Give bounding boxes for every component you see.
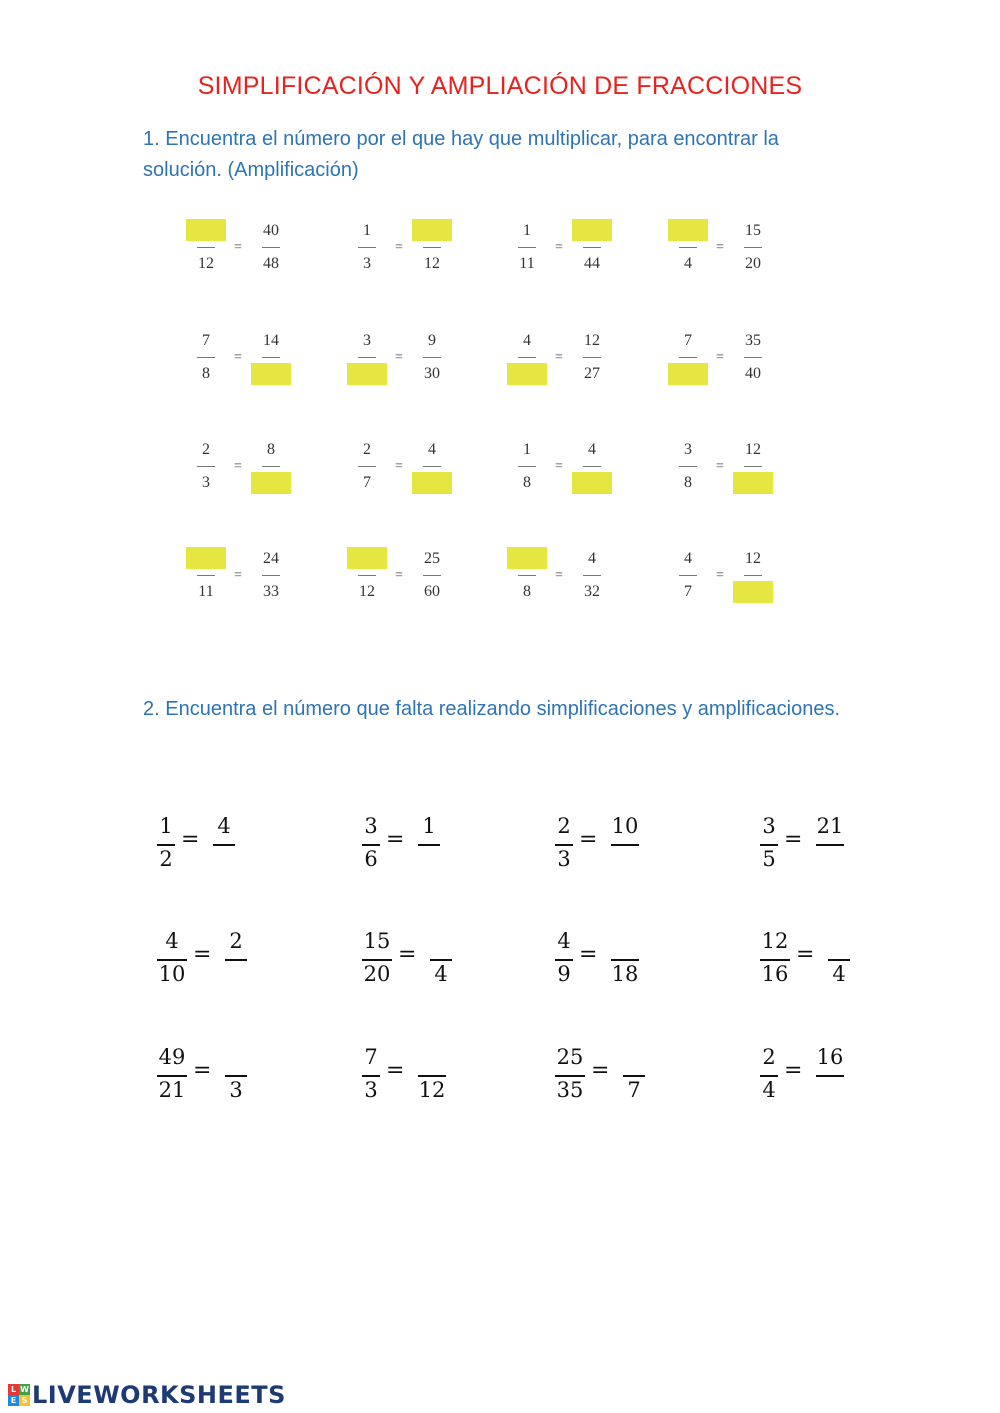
- denominator-answer-box[interactable]: [572, 472, 612, 494]
- fraction: [609, 813, 641, 883]
- ex2-equation: [758, 813, 846, 883]
- fraction-bar: [744, 357, 762, 358]
- numerator-answer-slot[interactable]: [223, 1044, 249, 1070]
- fraction-bar: [423, 575, 441, 576]
- denominator-answer-slot[interactable]: [211, 846, 237, 872]
- numerator: 16: [816, 1045, 844, 1069]
- ex1-equation: [186, 546, 306, 606]
- fraction-bar: [679, 357, 697, 358]
- denominator: 12: [424, 255, 440, 272]
- equals-sign: =: [395, 240, 403, 255]
- fraction: [553, 928, 575, 998]
- fraction-bar: [828, 959, 850, 961]
- fraction: [507, 218, 547, 278]
- ex1-equation: [347, 218, 467, 278]
- ex2-equation: [360, 928, 454, 998]
- equals-sign: =: [395, 350, 403, 365]
- fraction-bar: [362, 959, 392, 961]
- numerator: 3: [363, 332, 371, 349]
- denominator-answer-slot[interactable]: [223, 961, 249, 987]
- denominator: 20: [745, 255, 761, 272]
- fraction-bar: [679, 247, 697, 248]
- fraction: [553, 1044, 587, 1114]
- fraction-bar: [816, 1075, 844, 1077]
- ex2-equation: [553, 1044, 647, 1114]
- equals-sign: =: [784, 827, 803, 852]
- numerator: 2: [229, 929, 243, 953]
- denominator: 21: [158, 1078, 186, 1102]
- ex2-equation: [553, 928, 641, 998]
- denominator: 32: [584, 583, 600, 600]
- numerator-answer-box[interactable]: [412, 219, 452, 241]
- fraction: [758, 1044, 780, 1114]
- numerator: 4: [523, 332, 531, 349]
- fraction: [223, 1044, 249, 1114]
- fraction: [814, 1044, 846, 1114]
- fraction: [412, 328, 452, 388]
- logo-icon: [8, 1384, 30, 1406]
- fraction: [360, 928, 394, 998]
- fraction: [186, 437, 226, 497]
- fraction: [668, 328, 708, 388]
- denominator-answer-box[interactable]: [668, 363, 708, 385]
- equals-sign: =: [555, 459, 563, 474]
- equals-sign: =: [234, 350, 242, 365]
- fraction: [155, 813, 177, 883]
- fraction: [507, 546, 547, 606]
- fraction-bar: [518, 466, 536, 467]
- numerator: 1: [422, 814, 436, 838]
- fraction-bar: [358, 466, 376, 467]
- fraction-bar: [225, 1075, 247, 1077]
- fraction: [553, 813, 575, 883]
- denominator-answer-slot[interactable]: [609, 846, 641, 872]
- numerator: 1: [523, 441, 531, 458]
- denominator: 60: [424, 583, 440, 600]
- equals-sign: =: [796, 942, 815, 967]
- denominator: 12: [359, 583, 375, 600]
- denominator: 33: [263, 583, 279, 600]
- instruction-2: 2. Encuentra el número que falta realizando simplificaciones y amplificaciones.: [143, 698, 841, 720]
- fraction-bar: [518, 575, 536, 576]
- fraction: [572, 218, 612, 278]
- fraction-bar: [197, 466, 215, 467]
- equals-sign: =: [716, 350, 724, 365]
- numerator: 49: [158, 1045, 186, 1069]
- logo-icon-letter: E: [8, 1395, 19, 1406]
- numerator: 4: [588, 441, 596, 458]
- fraction-bar: [362, 844, 380, 846]
- numerator-answer-box[interactable]: [347, 547, 387, 569]
- denominator: 7: [684, 583, 692, 600]
- fraction-bar: [358, 575, 376, 576]
- equals-sign: =: [398, 942, 417, 967]
- denominator: 3: [557, 847, 571, 871]
- denominator: 6: [364, 847, 378, 871]
- fraction-bar: [816, 844, 844, 846]
- fraction: [360, 1044, 382, 1114]
- fraction-bar: [362, 1075, 380, 1077]
- numerator: 10: [611, 814, 639, 838]
- denominator-answer-slot[interactable]: [814, 1077, 846, 1103]
- numerator-answer-slot[interactable]: [428, 928, 454, 954]
- denominator: 18: [611, 962, 639, 986]
- logo-text: LIVEWORKSHEETS: [32, 1381, 286, 1409]
- equals-sign: =: [716, 459, 724, 474]
- denominator-answer-box[interactable]: [251, 363, 291, 385]
- numerator-answer-box[interactable]: [572, 219, 612, 241]
- denominator: 5: [762, 847, 776, 871]
- fraction: [507, 437, 547, 497]
- fraction: [572, 328, 612, 388]
- fraction-bar: [358, 357, 376, 358]
- denominator-answer-box[interactable]: [507, 363, 547, 385]
- fraction: [186, 328, 226, 388]
- ex1-equation: [347, 546, 467, 606]
- fraction: [251, 328, 291, 388]
- numerator: 1: [523, 222, 531, 239]
- ex2-equation: [360, 813, 442, 883]
- fraction: [223, 928, 249, 998]
- numerator-answer-slot[interactable]: [621, 1044, 647, 1070]
- denominator: 9: [557, 962, 571, 986]
- fraction-bar: [679, 466, 697, 467]
- fraction: [412, 546, 452, 606]
- equals-sign: =: [555, 568, 563, 583]
- denominator: 4: [832, 962, 846, 986]
- fraction: [186, 218, 226, 278]
- numerator: 4: [165, 929, 179, 953]
- fraction: [347, 546, 387, 606]
- equals-sign: =: [193, 942, 212, 967]
- fraction-bar: [583, 575, 601, 576]
- numerator: 3: [684, 441, 692, 458]
- numerator: 7: [364, 1045, 378, 1069]
- fraction: [733, 437, 773, 497]
- denominator: 8: [202, 365, 210, 382]
- denominator: 16: [761, 962, 789, 986]
- fraction: [814, 813, 846, 883]
- equals-sign: =: [579, 827, 598, 852]
- fraction-bar: [760, 959, 790, 961]
- fraction: [733, 546, 773, 606]
- denominator: 8: [523, 474, 531, 491]
- denominator: 12: [418, 1078, 446, 1102]
- numerator: 3: [762, 814, 776, 838]
- fraction-bar: [760, 844, 778, 846]
- denominator: 27: [584, 365, 600, 382]
- numerator: 12: [745, 550, 761, 567]
- numerator: 24: [263, 550, 279, 567]
- fraction: [347, 328, 387, 388]
- ex2-equation: [553, 813, 641, 883]
- fraction-bar: [197, 247, 215, 248]
- fraction-bar: [157, 844, 175, 846]
- ex1-equation: [507, 546, 627, 606]
- fraction: [416, 1044, 448, 1114]
- fraction-bar: [744, 247, 762, 248]
- numerator: 2: [363, 441, 371, 458]
- fraction: [211, 813, 237, 883]
- denominator-answer-slot[interactable]: [814, 846, 846, 872]
- denominator: 3: [363, 255, 371, 272]
- fraction-bar: [262, 466, 280, 467]
- ex1-equation: [668, 328, 788, 388]
- numerator: 4: [428, 441, 436, 458]
- denominator: 20: [363, 962, 391, 986]
- fraction-bar: [262, 575, 280, 576]
- fraction: [347, 218, 387, 278]
- numerator: 3: [364, 814, 378, 838]
- numerator: 15: [363, 929, 391, 953]
- fraction: [360, 813, 382, 883]
- numerator: 1: [159, 814, 173, 838]
- denominator: 7: [627, 1078, 641, 1102]
- denominator-answer-box[interactable]: [733, 581, 773, 603]
- fraction-bar: [744, 466, 762, 467]
- fraction: [758, 928, 792, 998]
- equals-sign: =: [395, 568, 403, 583]
- fraction-bar: [358, 247, 376, 248]
- denominator-answer-slot[interactable]: [416, 846, 442, 872]
- denominator: 3: [229, 1078, 243, 1102]
- fraction-bar: [555, 959, 573, 961]
- ex1-equation: [347, 328, 467, 388]
- equals-sign: =: [234, 240, 242, 255]
- denominator: 3: [202, 474, 210, 491]
- fraction: [572, 546, 612, 606]
- fraction: [251, 437, 291, 497]
- fraction-bar: [583, 357, 601, 358]
- fraction: [507, 328, 547, 388]
- fraction: [186, 546, 226, 606]
- denominator: 4: [434, 962, 448, 986]
- fraction: [609, 928, 641, 998]
- denominator: 30: [424, 365, 440, 382]
- ex2-equation: [758, 1044, 846, 1114]
- fraction: [826, 928, 852, 998]
- fraction-bar: [225, 959, 247, 961]
- numerator-answer-box[interactable]: [507, 547, 547, 569]
- numerator: 8: [267, 441, 275, 458]
- page-title: SIMPLIFICACIÓN Y AMPLIACIÓN DE FRACCIONES: [197, 72, 803, 100]
- denominator: 2: [159, 847, 173, 871]
- equals-sign: =: [784, 1058, 803, 1083]
- logo-icon-letter: W: [20, 1385, 29, 1394]
- ex1-equation: [668, 546, 788, 606]
- denominator-answer-box[interactable]: [733, 472, 773, 494]
- denominator: 11: [519, 255, 535, 272]
- numerator: 7: [684, 332, 692, 349]
- fraction: [251, 546, 291, 606]
- denominator: 10: [158, 962, 186, 986]
- fraction-bar: [197, 357, 215, 358]
- fraction: [347, 437, 387, 497]
- numerator: 1: [363, 222, 371, 239]
- fraction: [412, 437, 452, 497]
- equals-sign: =: [395, 459, 403, 474]
- numerator: 12: [584, 332, 600, 349]
- equals-sign: =: [555, 240, 563, 255]
- fraction-bar: [430, 959, 452, 961]
- ex1-equation: [186, 218, 306, 278]
- fraction-bar: [423, 466, 441, 467]
- numerator: 7: [202, 332, 210, 349]
- fraction-bar: [583, 247, 601, 248]
- equals-sign: =: [579, 942, 598, 967]
- fraction-bar: [611, 959, 639, 961]
- numerator-answer-slot[interactable]: [609, 928, 641, 954]
- equals-sign: =: [193, 1058, 212, 1083]
- fraction-bar: [679, 575, 697, 576]
- fraction: [155, 1044, 189, 1114]
- numerator: 4: [217, 814, 231, 838]
- numerator: 15: [745, 222, 761, 239]
- fraction-bar: [760, 1075, 778, 1077]
- denominator: 8: [684, 474, 692, 491]
- fraction: [416, 813, 442, 883]
- denominator: 11: [198, 583, 214, 600]
- numerator: 12: [761, 929, 789, 953]
- denominator: 44: [584, 255, 600, 272]
- fraction-bar: [157, 1075, 187, 1077]
- numerator: 2: [762, 1045, 776, 1069]
- ex2-equation: [155, 1044, 249, 1114]
- denominator: 35: [556, 1078, 584, 1102]
- ex2-equation: [758, 928, 852, 998]
- numerator-answer-box[interactable]: [186, 547, 226, 569]
- numerator: 14: [263, 332, 279, 349]
- numerator: 2: [557, 814, 571, 838]
- logo-icon-letter: L: [8, 1384, 19, 1395]
- denominator-answer-box[interactable]: [251, 472, 291, 494]
- numerator: 2: [202, 441, 210, 458]
- denominator: 8: [523, 583, 531, 600]
- fraction-bar: [423, 247, 441, 248]
- numerator: 25: [424, 550, 440, 567]
- denominator: 4: [762, 1078, 776, 1102]
- fraction: [668, 546, 708, 606]
- ex1-equation: [186, 328, 306, 388]
- logo-icon-letter: S: [19, 1395, 30, 1406]
- denominator-answer-box[interactable]: [347, 363, 387, 385]
- ex1-equation: [668, 437, 788, 497]
- equals-sign: =: [716, 240, 724, 255]
- numerator: 25: [556, 1045, 584, 1069]
- fraction-bar: [583, 466, 601, 467]
- fraction: [668, 218, 708, 278]
- ex1-equation: [507, 437, 627, 497]
- numerator-answer-slot[interactable]: [416, 1044, 448, 1070]
- numerator: 12: [745, 441, 761, 458]
- instruction-1: 1. Encuentra el número por el que hay que multiplicar, para encontrar la solución. (Amplificación): [143, 128, 779, 181]
- numerator: 4: [684, 550, 692, 567]
- fraction-bar: [213, 844, 235, 846]
- denominator: 12: [198, 255, 214, 272]
- numerator: 35: [745, 332, 761, 349]
- ex2-equation: [155, 813, 237, 883]
- fraction: [251, 218, 291, 278]
- fraction-bar: [418, 1075, 446, 1077]
- ex1-equation: [347, 437, 467, 497]
- denominator: 40: [745, 365, 761, 382]
- numerator: 4: [588, 550, 596, 567]
- numerator-answer-box[interactable]: [186, 219, 226, 241]
- fraction-bar: [197, 575, 215, 576]
- ex1-equation: [186, 437, 306, 497]
- fraction: [572, 437, 612, 497]
- ex1-equation: [668, 218, 788, 278]
- fraction: [621, 1044, 647, 1114]
- fraction-bar: [555, 844, 573, 846]
- equals-sign: =: [386, 827, 405, 852]
- liveworksheets-logo: [8, 1380, 286, 1410]
- equals-sign: =: [234, 459, 242, 474]
- fraction-bar: [418, 844, 440, 846]
- fraction-bar: [423, 357, 441, 358]
- fraction: [412, 218, 452, 278]
- fraction-bar: [555, 1075, 585, 1077]
- denominator: 4: [684, 255, 692, 272]
- fraction: [668, 437, 708, 497]
- numerator: 9: [428, 332, 436, 349]
- fraction-bar: [623, 1075, 645, 1077]
- ex2-equation: [155, 928, 249, 998]
- fraction-bar: [518, 247, 536, 248]
- ex1-equation: [507, 218, 627, 278]
- equals-sign: =: [386, 1058, 405, 1083]
- denominator: 7: [363, 474, 371, 491]
- numerator-answer-slot[interactable]: [826, 928, 852, 954]
- fraction: [733, 328, 773, 388]
- fraction-bar: [157, 959, 187, 961]
- ex1-equation: [507, 328, 627, 388]
- fraction-bar: [744, 575, 762, 576]
- numerator: 21: [816, 814, 844, 838]
- fraction: [155, 928, 189, 998]
- numerator-answer-box[interactable]: [668, 219, 708, 241]
- equals-sign: =: [234, 568, 242, 583]
- ex2-equation: [360, 1044, 448, 1114]
- numerator: 4: [557, 929, 571, 953]
- fraction-bar: [518, 357, 536, 358]
- denominator-answer-box[interactable]: [412, 472, 452, 494]
- fraction: [758, 813, 780, 883]
- numerator: 40: [263, 222, 279, 239]
- fraction-bar: [262, 357, 280, 358]
- equals-sign: =: [555, 350, 563, 365]
- denominator: 48: [263, 255, 279, 272]
- fraction-bar: [262, 247, 280, 248]
- equals-sign: =: [716, 568, 724, 583]
- fraction: [733, 218, 773, 278]
- equals-sign: =: [591, 1058, 610, 1083]
- equals-sign: =: [181, 827, 200, 852]
- fraction: [428, 928, 454, 998]
- fraction-bar: [611, 844, 639, 846]
- denominator: 3: [364, 1078, 378, 1102]
